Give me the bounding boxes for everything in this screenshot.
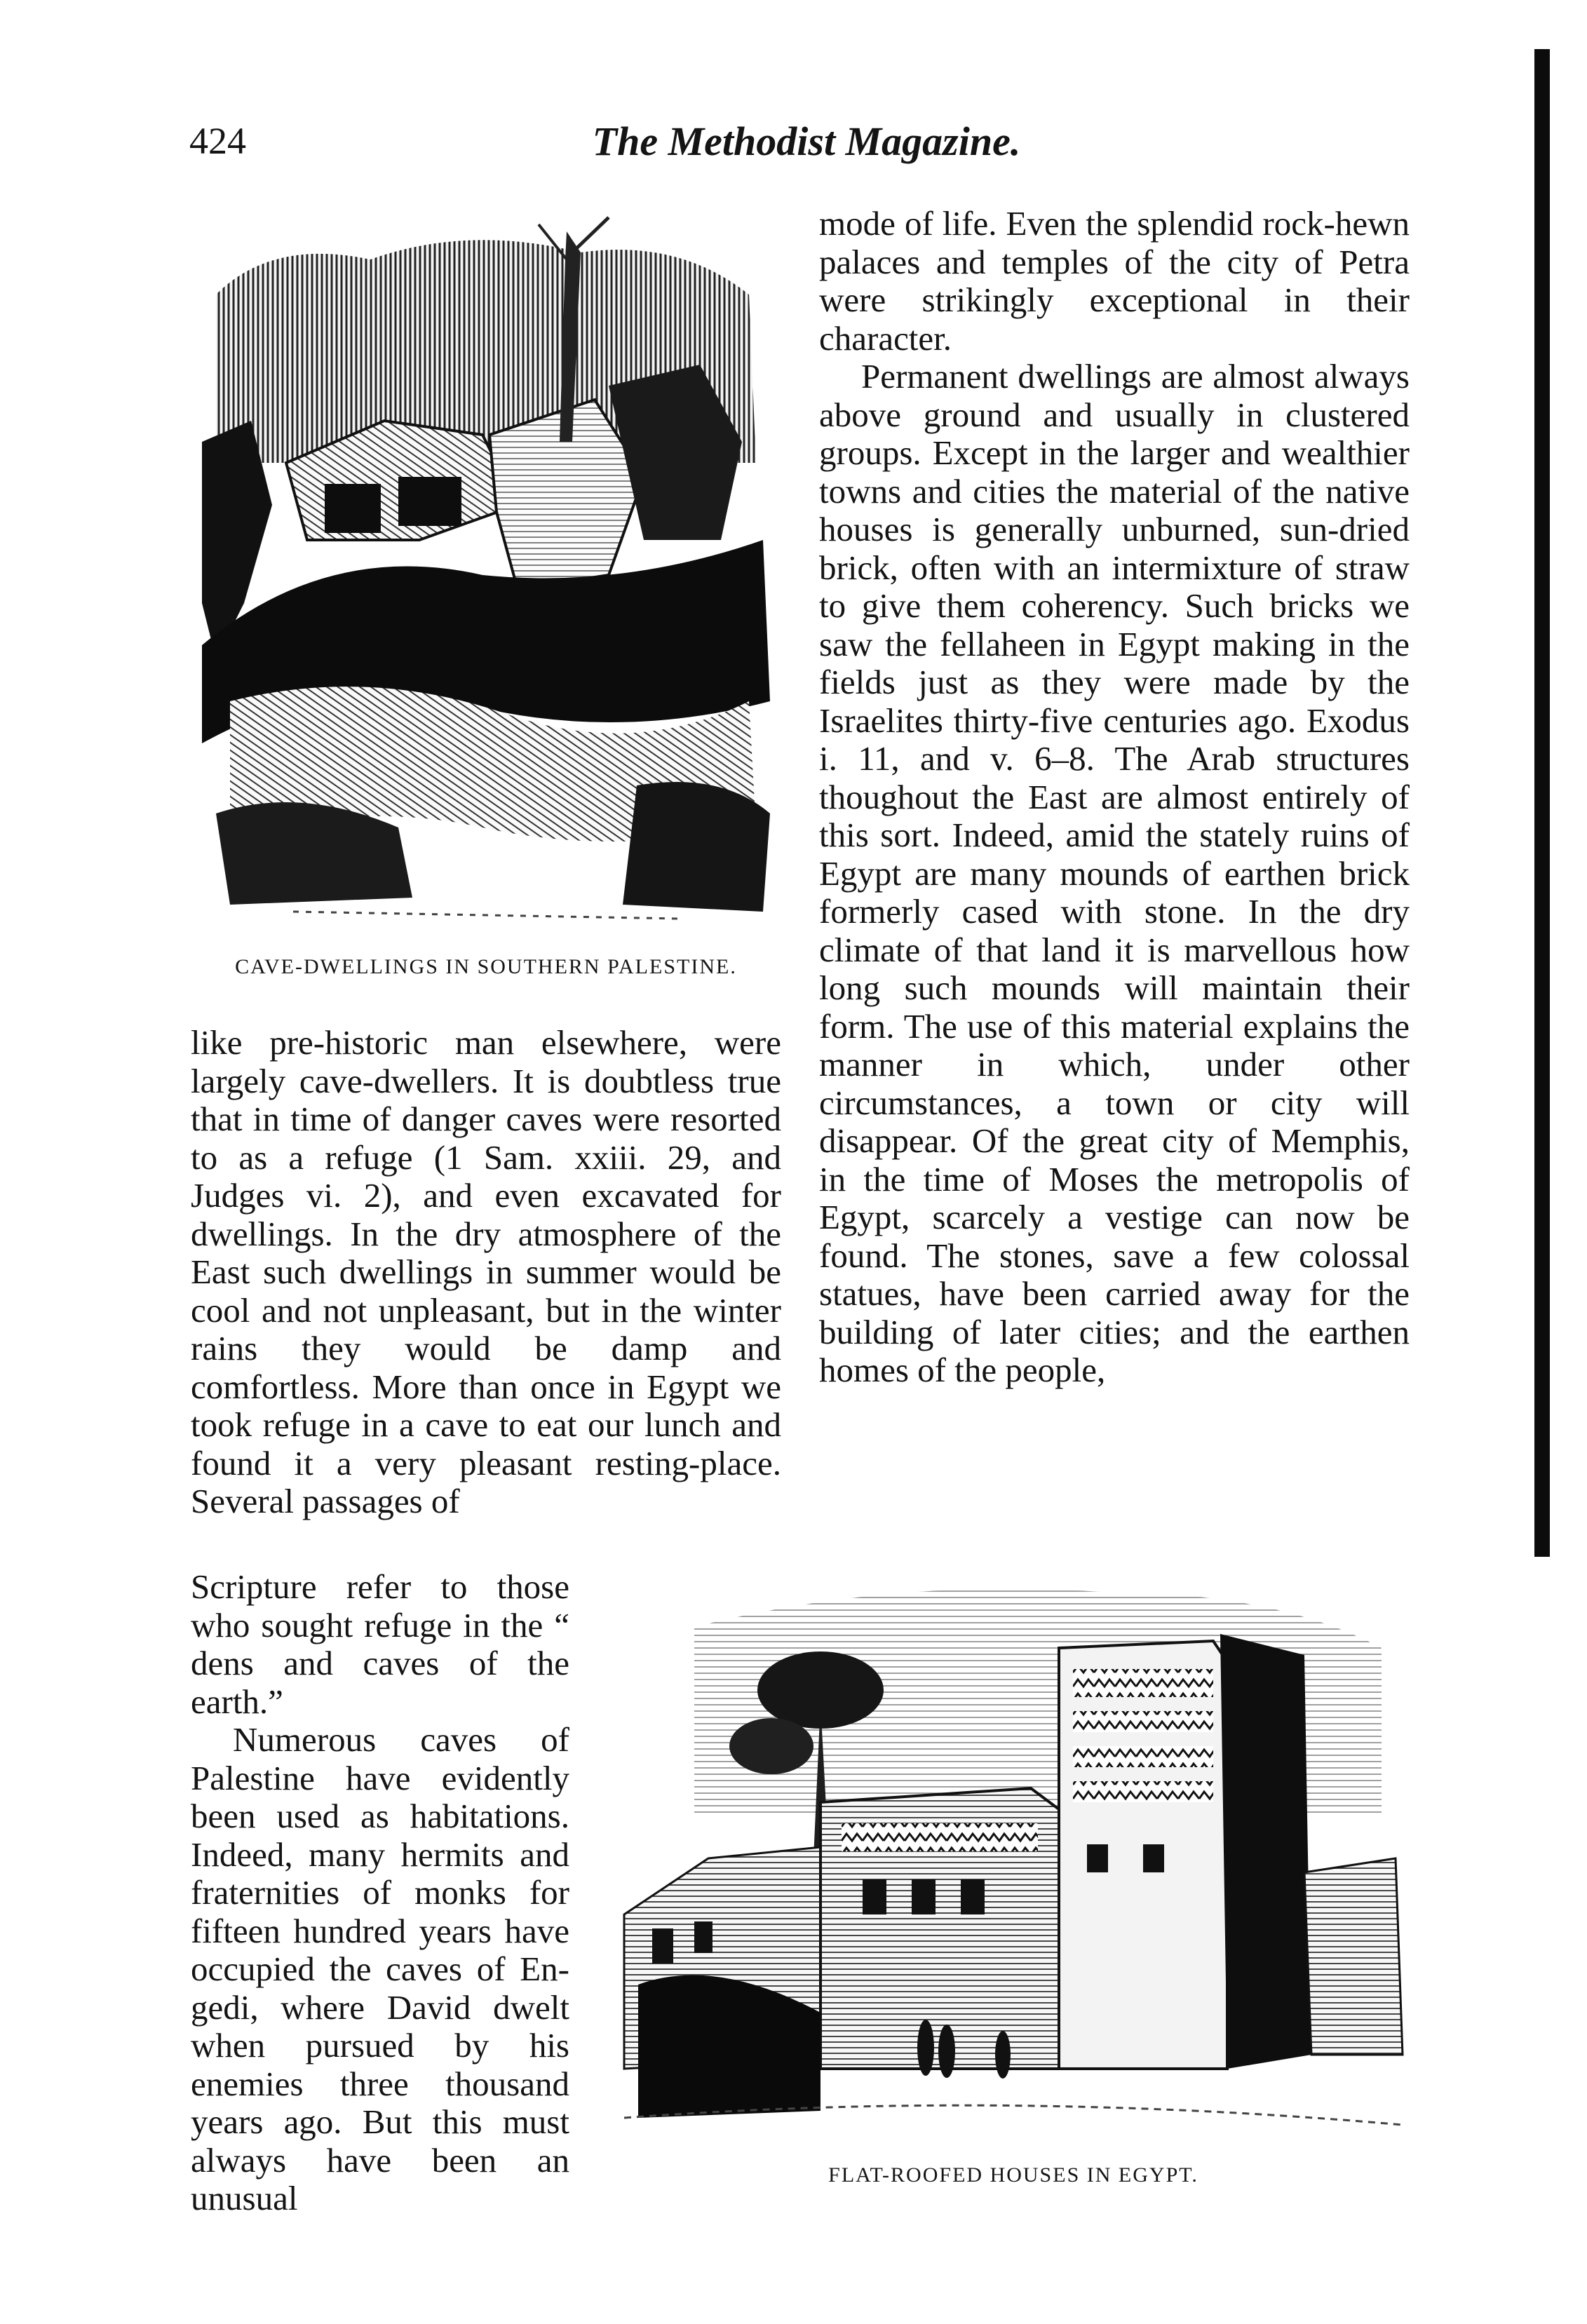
left-narrow-column-text (191, 1568, 569, 2218)
running-head: The Methodist Magazine. (592, 119, 1021, 164)
flat-roofed-houses-engraving (610, 1564, 1417, 2153)
page-number: 424 (189, 120, 246, 162)
left-paragraph-1: like pre-historic man elsewhere, were largely cave-dwellers. It is doubtless true that in time of danger caves were resorted to as a refuge (1 Sam. xxiii. 29, and Judges vi. 2), and even excavated for dwellings. In the dry atmosphere of the East such dwellings in summer would be cool and not unpleasant, but in the winter rains they would be damp and comfortless. More than once in Egypt we took refuge in a cave to eat our lunch and found it a very pleasant resting-place. Several passages of (191, 1023, 781, 1520)
right-paragraph-1: mode of life. Even the splendid rock-hewn palaces and temples of the city of Petra were strikingly exceptional in their character. (819, 204, 1410, 358)
right-column-text (819, 205, 1410, 1390)
cave-figure-caption: CAVE-DWELLINGS IN SOUTHERN PALESTINE. (235, 955, 737, 978)
right-paragraph-2: Permanent dwellings are almost always above ground and usually in clustered groups. Except in the larger and wealthier towns and cities the material of the native houses is generally unburned, sun-dried brick, often with an intermixture of straw to give them coherency. Such bricks we saw the fellaheen in Egypt making in the fields just as they were made by the Israelites thirty-five centuries ago. Exodus i. 11, and v. 6–8. The Arab structures thoughout the East are almost entirely of this sort. Indeed, amid the stately ruins of Egypt are many mounds of earthen brick formerly cased with stone. In the dry climate of that land it is marvellous how long such mounds will maintain their form. The use of this material explains the manner in which, under other circumstances, a town or city will disappear. Of the great city of Memphis, in the time of Moses the metropolis of Egypt, scarcely a vestige can now be found. The stones, save a few colossal statues, have been carried away for the building of later cities; and the earthen homes of the people, (819, 357, 1410, 1389)
left-narrow-paragraph-2: Numerous caves of Palestine have evidently been used as habitations. Indeed, many hermits and fraternities of monks for fifteen hundred years have occupied the caves of En-gedi, where David dwelt when pursued by his enemies three thousand years ago. But this must always have been an unusual (191, 1720, 569, 2217)
left-narrow-paragraph-1: Scripture refer to those who sought refuge in the “ dens and caves of the earth.” (191, 1567, 569, 1721)
page-header (189, 112, 1424, 168)
left-column-text (191, 1024, 781, 1521)
egypt-figure-caption: FLAT-ROOFED HOUSES IN EGYPT. (828, 2163, 1198, 2187)
page-edge-shadow (1534, 49, 1550, 1557)
cave-dwellings-engraving (188, 210, 784, 947)
